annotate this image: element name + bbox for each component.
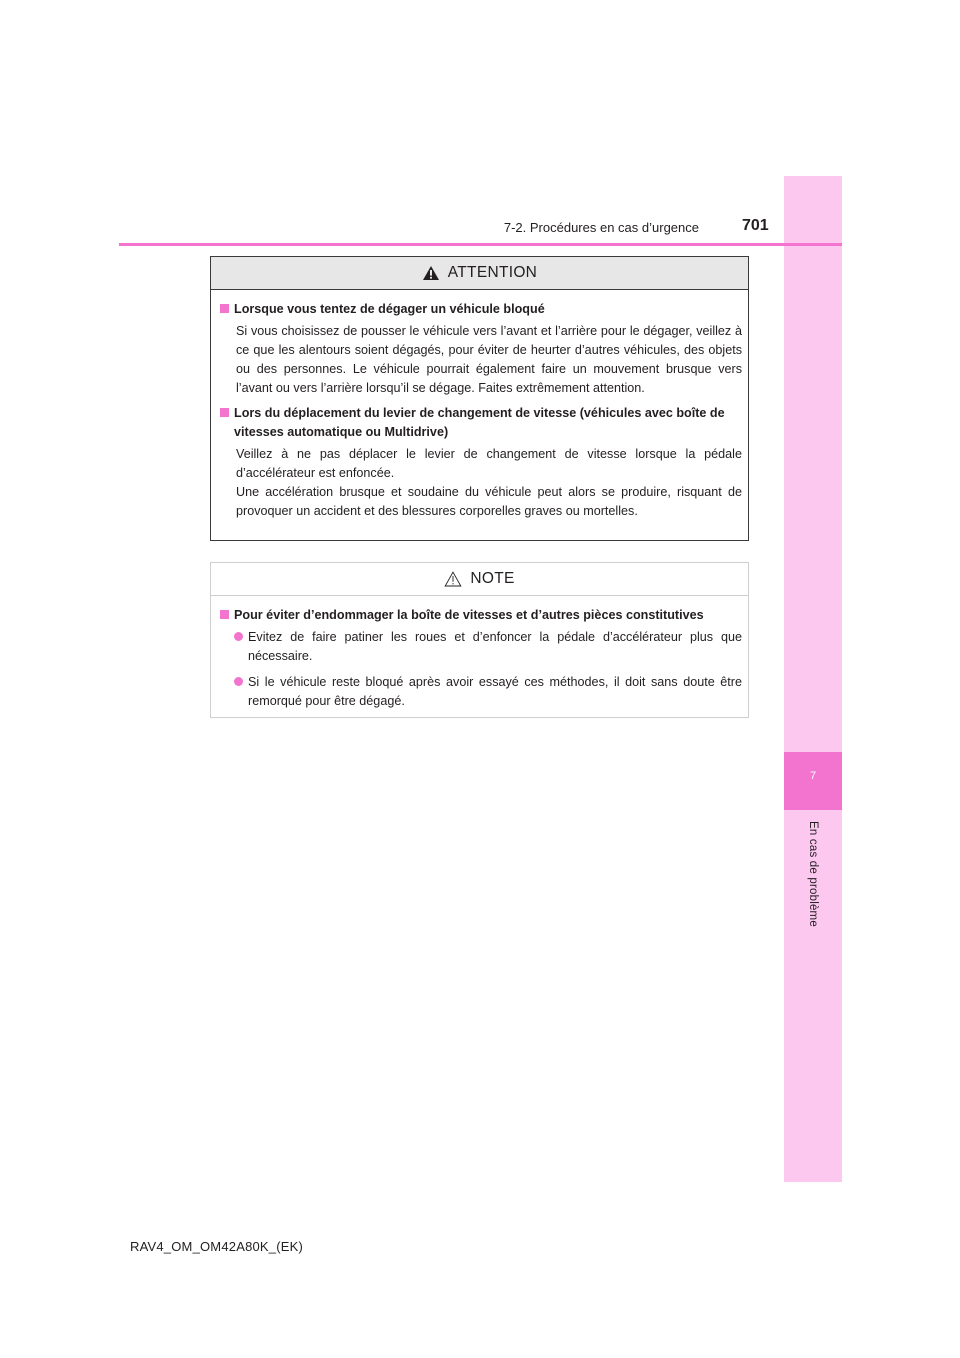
attention-box — [210, 256, 749, 541]
note-item-heading-text: Pour éviter d’endommager la boîte de vitesses et d’autres pièces constitutives — [234, 608, 704, 622]
note-bullet-text: Si le véhicule reste bloqué après avoir essayé ces méthodes, il doit sans doute être remorqué pour être dégagé. — [248, 675, 742, 708]
warning-triangle-outline-icon — [444, 571, 462, 587]
note-body — [211, 596, 748, 711]
note-item-heading — [217, 606, 742, 625]
attention-header — [211, 257, 748, 290]
page-number: 701 — [742, 217, 769, 234]
square-bullet-icon — [220, 610, 229, 619]
attention-paragraph: Si vous choisissez de pousser le véhicule vers l’avant et l’arrière pour le dégager, veillez à ce que les alentours soient dégagés, pour éviter de heurter d’autres véhicules, des objets ou des personnes. Le véhicule pourrait également faire un mouvement brusque vers l’avant ou vers l’arrière lorsqu’il se dégage. Faites extrêmement attention. — [236, 324, 742, 395]
square-bullet-icon — [220, 408, 229, 417]
attention-paragraph: Une accélération brusque et soudaine du véhicule peut alors se produire, risquant de provoquer un accident et des blessures corporelles graves ou mortelles. — [236, 485, 742, 518]
chapter-number: 7 — [809, 770, 817, 782]
chapter-tab — [784, 176, 842, 1182]
note-title: NOTE — [470, 570, 515, 587]
header-rule — [119, 243, 842, 246]
warning-triangle-filled-icon — [422, 265, 440, 281]
note-bullet — [217, 628, 742, 666]
attention-paragraph: Veillez à ne pas déplacer le levier de changement de vitesse lorsque la pédale d’accélérateur est enfoncée. — [236, 447, 742, 480]
attention-item-heading-text: Lorsque vous tentez de dégager un véhicule bloqué — [234, 302, 545, 316]
attention-item-heading-text: Lors du déplacement du levier de changement de vitesse (véhicules avec boîte de vitesses automatique ou Multidrive) — [234, 406, 725, 439]
note-bullet — [217, 673, 742, 711]
attention-item-heading — [217, 300, 742, 319]
note-header — [211, 563, 748, 596]
section-title: 7-2. Procédures en cas d’urgence — [503, 220, 699, 235]
attention-item-heading — [217, 404, 742, 442]
note-box — [210, 562, 749, 718]
attention-title: ATTENTION — [447, 264, 538, 281]
round-bullet-icon — [234, 632, 243, 641]
round-bullet-icon — [234, 677, 243, 686]
attention-body — [211, 290, 748, 521]
document-code: RAV4_OM_OM42A80K_(EK) — [130, 1239, 304, 1254]
chapter-label: En cas de problème — [807, 821, 819, 927]
note-bullet-text: Evitez de faire patiner les roues et d’enfoncer la pédale d’accélérateur plus que nécessaire. — [248, 630, 742, 663]
square-bullet-icon — [220, 304, 229, 313]
